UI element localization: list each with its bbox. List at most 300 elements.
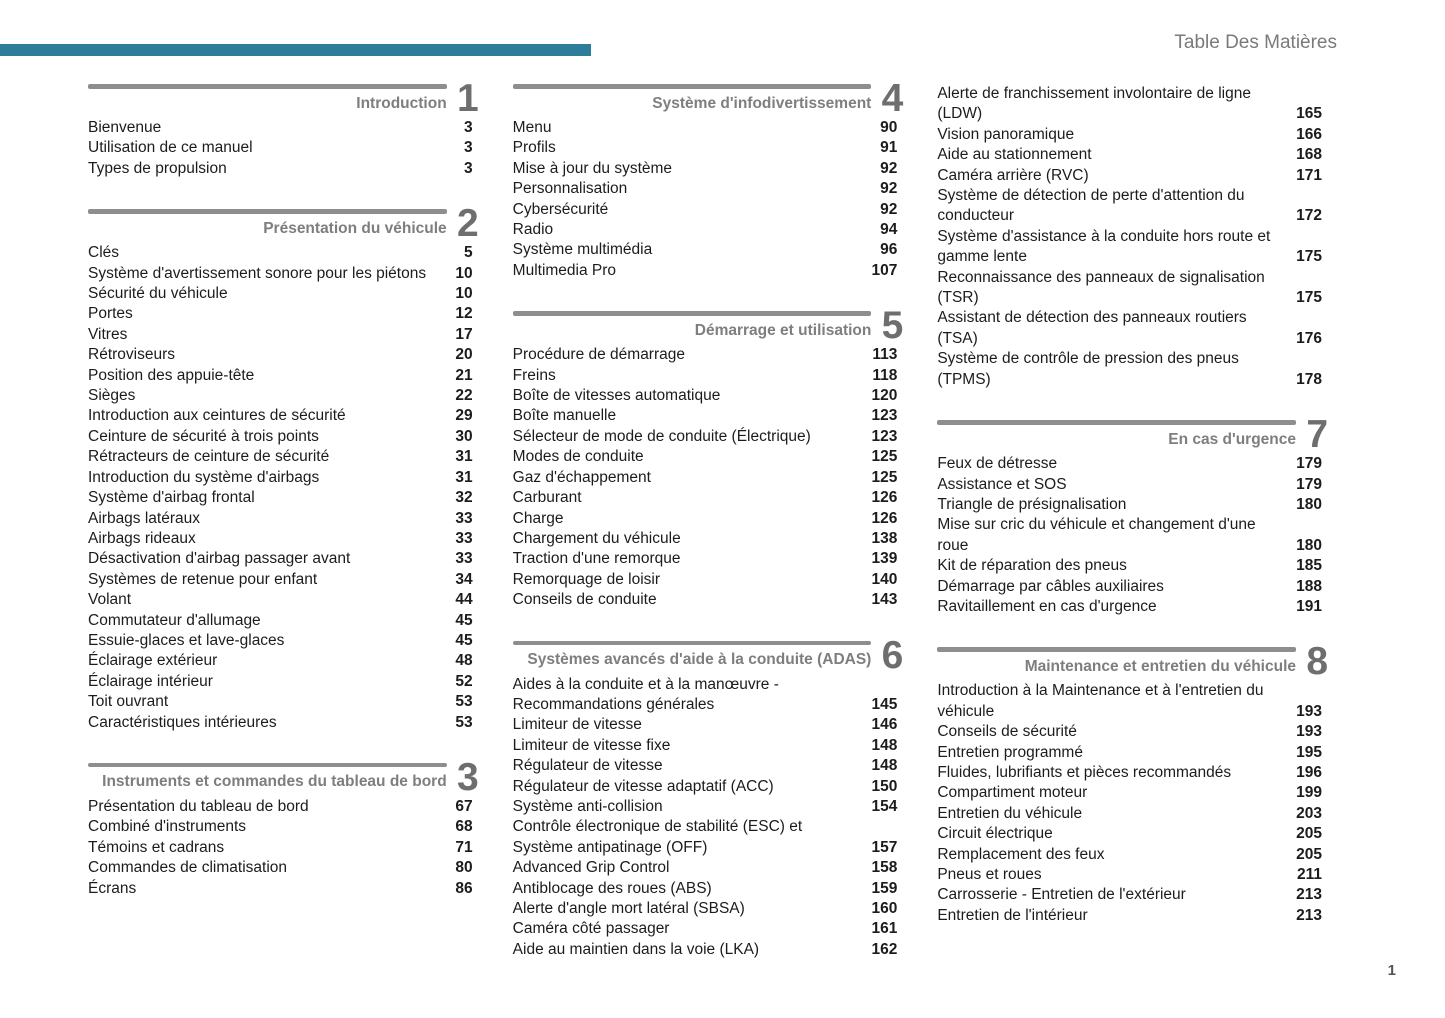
toc-item-label: Commandes de climatisation xyxy=(88,859,288,877)
toc-section xyxy=(512,304,904,610)
toc-item xyxy=(937,763,1322,783)
toc-item-label: Caméra côté passager xyxy=(512,920,670,938)
toc-item-page: 176 xyxy=(1296,329,1323,347)
toc-item-label: Témoins et cadrans xyxy=(88,838,225,856)
toc-section-continuation xyxy=(937,84,1328,390)
toc-item-label: Limiteur de vitesse fixe xyxy=(512,736,671,754)
section-number: 7 xyxy=(1306,413,1329,457)
toc-item xyxy=(513,406,898,426)
toc-item-label: Rétroviseurs xyxy=(88,346,175,364)
toc-item-page: 31 xyxy=(455,468,473,486)
toc-item xyxy=(513,715,898,735)
toc-item-label: Entretien de l'intérieur xyxy=(937,906,1088,924)
toc-item xyxy=(513,940,898,960)
toc-item-page: 45 xyxy=(455,631,473,649)
toc-item xyxy=(88,651,473,671)
toc-item-label: Système d'airbag frontal xyxy=(88,489,255,507)
toc-item xyxy=(513,797,898,817)
toc-item-label: Sélecteur de mode de conduite (Électrique) xyxy=(512,427,811,445)
section-header-left xyxy=(88,209,447,238)
toc-item-label: Modes de conduite xyxy=(512,448,644,466)
toc-item xyxy=(88,797,473,817)
toc-item-label: Rétracteurs de ceinture de sécurité xyxy=(88,448,330,466)
toc-item xyxy=(88,468,473,488)
section-title: Maintenance et entretien du véhicule xyxy=(1024,657,1297,675)
toc-item xyxy=(88,509,473,529)
toc-item xyxy=(513,427,898,447)
toc-item-page: 213 xyxy=(1296,886,1323,904)
toc-item xyxy=(937,824,1322,844)
toc-item-page: 160 xyxy=(871,900,898,917)
toc-item xyxy=(937,845,1322,865)
toc-item xyxy=(513,386,898,406)
toc-item xyxy=(937,577,1322,597)
toc-item xyxy=(937,227,1322,268)
toc-item xyxy=(513,529,898,549)
toc-item xyxy=(88,838,473,858)
toc-item-page: 17 xyxy=(455,325,473,343)
toc-item-page: 139 xyxy=(871,550,898,568)
toc-item xyxy=(513,240,898,260)
toc-item xyxy=(513,858,898,878)
toc-item xyxy=(513,777,898,797)
toc-column xyxy=(512,77,904,960)
toc-item xyxy=(88,631,473,651)
toc-item-label: Bienvenue xyxy=(88,119,162,136)
toc-item-label: Toit ouvrant xyxy=(88,693,169,711)
section-header xyxy=(513,77,904,120)
toc-item-label: Régulateur de vitesse adaptatif (ACC) xyxy=(512,777,774,795)
toc-item-page: 154 xyxy=(871,797,898,815)
toc-item-page: 175 xyxy=(1296,248,1323,266)
toc-item-page: 205 xyxy=(1296,825,1323,843)
section-header xyxy=(513,633,904,677)
toc-section xyxy=(512,77,904,281)
section-title: Système d'infodivertissement xyxy=(652,94,872,112)
toc-item-label: Caméra arrière (RVC) xyxy=(937,166,1089,184)
toc-item-label: Boîte manuelle xyxy=(512,407,617,425)
toc-item xyxy=(937,556,1322,576)
toc-item-page: 31 xyxy=(455,448,473,466)
toc-item-page: 10 xyxy=(455,264,473,282)
toc-item-label: Advanced Grip Control xyxy=(512,859,670,877)
toc-item-label: Types de propulsion xyxy=(88,159,227,177)
toc-item-page: 165 xyxy=(1296,105,1323,123)
toc-item-page: 21 xyxy=(455,366,473,384)
toc-item-label: Airbags latéraux xyxy=(88,509,201,527)
toc-item-label: Sécurité du véhicule xyxy=(88,285,228,303)
toc-item xyxy=(88,345,473,365)
toc-item-label: Traction d'une remorque xyxy=(512,550,681,568)
section-number: 4 xyxy=(881,77,904,120)
toc-item-page: 3 xyxy=(464,159,473,177)
section-title: En cas d'urgence xyxy=(1168,430,1297,448)
toc-item-page: 71 xyxy=(455,838,473,856)
toc-item-label: Menu xyxy=(512,119,552,136)
toc-item xyxy=(88,817,473,837)
section-number: 8 xyxy=(1306,640,1329,684)
section-number: 5 xyxy=(881,304,904,348)
toc-item xyxy=(937,308,1322,349)
toc-item-page: 80 xyxy=(455,859,473,877)
toc-list xyxy=(513,345,904,610)
section-title: Instruments et commandes du tableau de bord xyxy=(102,773,447,791)
toc-item-label: Éclairage extérieur xyxy=(88,652,218,670)
toc-item-label: Clés xyxy=(88,244,120,262)
toc-section xyxy=(512,633,904,961)
toc-item xyxy=(937,515,1322,556)
toc-section xyxy=(88,202,479,733)
toc-item xyxy=(937,804,1322,824)
toc-item xyxy=(88,672,473,692)
toc-item xyxy=(88,406,473,426)
toc-item xyxy=(88,488,473,508)
toc-item xyxy=(513,488,898,508)
toc-item xyxy=(513,899,898,919)
toc-item xyxy=(937,495,1322,515)
toc-item-label: Ceinture de sécurité à trois points xyxy=(88,427,319,445)
toc-item-page: 157 xyxy=(871,838,898,856)
toc-item-label: Antiblocage des roues (ABS) xyxy=(512,879,712,897)
toc-item xyxy=(513,179,898,199)
toc-item-page: 48 xyxy=(455,652,473,670)
toc-item xyxy=(513,118,898,138)
toc-item xyxy=(88,713,473,733)
toc-item xyxy=(88,879,473,899)
toc-item-page: 92 xyxy=(880,159,898,177)
section-header xyxy=(513,304,904,348)
toc-item-label: Chargement du véhicule xyxy=(512,529,681,547)
toc-item-page: 188 xyxy=(1296,577,1323,595)
toc-item-page: 172 xyxy=(1296,207,1323,225)
toc-item-label: Démarrage par câbles auxiliaires xyxy=(937,577,1164,595)
toc-item xyxy=(513,549,898,569)
toc-item xyxy=(88,529,473,549)
toc-item-label: Entretien programmé xyxy=(937,743,1083,761)
toc-item-label: Remplacement des feux xyxy=(937,845,1105,863)
section-header-left xyxy=(513,641,872,670)
toc-item-page: 3 xyxy=(464,119,473,136)
toc-item xyxy=(513,468,898,488)
toc-item-label: Système anti-collision xyxy=(512,797,663,815)
toc-item-page: 195 xyxy=(1296,743,1323,761)
toc-item xyxy=(513,366,898,386)
toc-item xyxy=(513,159,898,179)
toc-item xyxy=(513,736,898,756)
toc-item-label: Conseils de sécurité xyxy=(937,723,1077,741)
toc-item-page: 159 xyxy=(871,879,898,897)
toc-item-page: 146 xyxy=(871,716,898,734)
toc-item xyxy=(513,590,898,610)
toc-item-page: 29 xyxy=(455,407,473,425)
toc-item-page: 123 xyxy=(871,427,898,445)
toc-item-page: 179 xyxy=(1296,455,1323,473)
toc-list xyxy=(88,243,479,733)
toc-item-page: 32 xyxy=(455,489,473,507)
toc-item-label: Mise sur cric du véhicule et changement d'une roue xyxy=(937,516,1256,554)
toc-item xyxy=(937,84,1322,125)
footer-page-number: 1 xyxy=(1387,962,1396,979)
toc-list xyxy=(88,118,479,179)
toc-item-label: Triangle de présignalisation xyxy=(937,495,1127,513)
toc-item xyxy=(513,509,898,529)
accent-bar xyxy=(0,44,591,56)
toc-item-page: 150 xyxy=(871,777,898,795)
toc-item xyxy=(937,166,1322,186)
toc-item-label: Vision panoramique xyxy=(937,125,1075,143)
toc-item-label: Personnalisation xyxy=(512,180,628,198)
toc-item xyxy=(88,325,473,345)
toc-item-label: Gaz d'échappement xyxy=(512,468,651,486)
toc-item xyxy=(937,906,1322,926)
toc-item-page: 178 xyxy=(1296,370,1323,388)
toc-item-label: Système de contrôle de pression des pneus (TPMS) xyxy=(937,350,1239,388)
section-header xyxy=(88,77,479,120)
section-title: Présentation du véhicule xyxy=(263,219,447,237)
toc-item xyxy=(513,919,898,939)
toc-item xyxy=(513,345,898,365)
toc-item-label: Pneus et roues xyxy=(937,866,1042,883)
toc-item xyxy=(88,427,473,447)
toc-section xyxy=(937,640,1329,926)
section-header-left xyxy=(88,763,447,792)
toc-item-label: Introduction à la Maintenance et à l'entretien du véhicule xyxy=(937,682,1264,720)
toc-column xyxy=(937,84,1328,960)
toc-item-label: Aide au stationnement xyxy=(937,146,1092,164)
toc-item-label: Essuie-glaces et lave-glaces xyxy=(88,631,285,649)
toc-item-page: 138 xyxy=(871,529,898,547)
toc-item-label: Système d'assistance à la conduite hors route et gamme lente xyxy=(937,227,1271,266)
toc-item-label: Présentation du tableau de bord xyxy=(88,797,309,815)
toc-item xyxy=(513,570,898,590)
toc-item-page: 193 xyxy=(1296,702,1323,720)
toc-item-label: Position des appuie-tête xyxy=(88,366,255,384)
toc-item-label: Alerte d'angle mort latéral (SBSA) xyxy=(512,900,745,917)
toc-item-label: Charge xyxy=(512,509,564,527)
toc-item-page: 33 xyxy=(455,550,473,568)
toc-section xyxy=(937,413,1329,617)
toc-list xyxy=(88,797,479,899)
toc-item xyxy=(88,447,473,467)
section-header-left xyxy=(513,84,872,113)
toc-item xyxy=(937,125,1322,145)
toc-item-label: Entretien du véhicule xyxy=(937,804,1083,822)
section-header-left xyxy=(937,647,1296,676)
toc-item xyxy=(513,261,898,281)
toc-item-label: Multimedia Pro xyxy=(512,261,617,279)
toc-item-label: Assistance et SOS xyxy=(937,475,1067,493)
toc-item-page: 180 xyxy=(1296,536,1323,554)
toc-item-label: Assistant de détection des panneaux routiers (TSA) xyxy=(937,309,1247,347)
toc-item-label: Carburant xyxy=(512,489,582,507)
toc-item-label: Aides à la conduite et à la manœuvre - Recommandations générales xyxy=(512,675,779,713)
toc-item-page: 86 xyxy=(455,879,473,897)
toc-item-label: Profils xyxy=(512,139,556,157)
toc-item-page: 211 xyxy=(1297,866,1323,883)
toc-item-label: Alerte de franchissement involontaire de ligne (LDW) xyxy=(937,85,1251,123)
toc-item-page: 45 xyxy=(455,611,473,629)
toc-item xyxy=(88,590,473,610)
toc-item-label: Écrans xyxy=(88,879,137,897)
toc-item-page: 53 xyxy=(455,693,473,711)
toc-item-page: 33 xyxy=(455,509,473,527)
section-title: Introduction xyxy=(356,94,447,112)
toc-item xyxy=(937,268,1322,309)
toc-item-page: 30 xyxy=(455,427,473,445)
toc-item-label: Mise à jour du système xyxy=(512,159,673,177)
toc-item-page: 20 xyxy=(455,346,473,364)
toc-item-page: 34 xyxy=(455,570,473,588)
toc-item xyxy=(937,722,1322,742)
toc-item-page: 94 xyxy=(880,221,898,239)
section-number: 6 xyxy=(881,633,904,677)
toc-item-page: 125 xyxy=(871,468,898,486)
toc-item-page: 162 xyxy=(871,940,898,958)
toc-item-page: 10 xyxy=(455,285,473,303)
toc-item-label: Radio xyxy=(512,221,554,239)
toc-item xyxy=(513,675,898,716)
toc-item-label: Carrosserie - Entretien de l'extérieur xyxy=(937,886,1186,904)
toc-item xyxy=(88,118,473,138)
toc-item-page: 126 xyxy=(871,489,898,507)
toc-item-label: Reconnaissance des panneaux de signalisation (TSR) xyxy=(937,268,1265,307)
toc-item-page: 158 xyxy=(871,859,898,877)
toc-item-label: Éclairage intérieur xyxy=(88,672,213,690)
toc-item-page: 118 xyxy=(872,366,898,384)
toc-section xyxy=(88,755,479,899)
section-title: Démarrage et utilisation xyxy=(694,321,872,339)
section-header xyxy=(88,755,479,799)
document-title: Table Des Matières xyxy=(1174,32,1337,53)
toc-item-page: 196 xyxy=(1296,763,1323,781)
section-header-left xyxy=(513,311,872,340)
toc-item-label: Systèmes de retenue pour enfant xyxy=(88,570,318,588)
toc-item xyxy=(937,783,1322,803)
toc-item-page: 143 xyxy=(871,591,898,609)
toc-item-page: 96 xyxy=(880,241,898,259)
toc-item-page: 125 xyxy=(871,448,898,466)
toc-item-label: Airbags rideaux xyxy=(88,529,196,547)
toc-item xyxy=(88,138,473,158)
toc-item-page: 68 xyxy=(455,818,473,836)
toc-list xyxy=(513,675,904,961)
toc-item-label: Contrôle électronique de stabilité (ESC) et Système antipatinage (OFF) xyxy=(512,818,803,856)
toc-item-page: 123 xyxy=(871,407,898,425)
toc-item xyxy=(88,386,473,406)
toc-item-label: Volant xyxy=(88,591,132,609)
toc-item-label: Compartiment moteur xyxy=(937,784,1088,802)
toc-item-page: 168 xyxy=(1296,146,1323,164)
toc-item-page: 91 xyxy=(880,139,898,157)
toc-item xyxy=(88,284,473,304)
toc-item xyxy=(88,858,473,878)
toc-item-label: Sièges xyxy=(88,387,136,405)
toc-item-page: 148 xyxy=(871,736,898,754)
toc-item-page: 5 xyxy=(464,244,473,262)
toc-item-page: 213 xyxy=(1296,906,1323,924)
toc-item-page: 145 xyxy=(871,695,898,713)
toc-item xyxy=(513,220,898,240)
toc-item xyxy=(937,454,1322,474)
section-title: Systèmes avancés d'aide à la conduite (ADAS) xyxy=(527,651,872,669)
toc-item xyxy=(513,817,898,858)
toc-item-page: 203 xyxy=(1296,804,1323,822)
toc-item-page: 148 xyxy=(871,757,898,775)
section-number: 2 xyxy=(456,202,479,246)
toc-item xyxy=(937,145,1322,165)
toc-item-label: Fluides, lubrifiants et pièces recommandés xyxy=(937,763,1232,781)
section-header xyxy=(937,413,1329,457)
toc-item-page: 193 xyxy=(1296,723,1323,741)
toc-item-page: 205 xyxy=(1296,845,1323,863)
toc-item-page: 90 xyxy=(880,119,898,136)
toc-item xyxy=(88,243,473,263)
toc-item-label: Introduction du système d'airbags xyxy=(88,468,320,486)
toc-item-page: 120 xyxy=(871,387,898,405)
toc-item-page: 126 xyxy=(871,509,898,527)
toc-item-page: 191 xyxy=(1296,597,1323,615)
toc-item-page: 171 xyxy=(1296,166,1323,184)
toc-item xyxy=(88,611,473,631)
toc-item xyxy=(937,865,1322,885)
toc-item xyxy=(88,304,473,324)
toc-item-label: Portes xyxy=(88,305,133,323)
toc-item-label: Combiné d'instruments xyxy=(88,818,247,836)
toc-column xyxy=(88,77,479,960)
toc-item-label: Système d'avertissement sonore pour les piétons xyxy=(88,264,427,282)
toc-item xyxy=(937,597,1322,617)
toc-item-label: Boîte de vitesses automatique xyxy=(512,387,721,405)
toc-item-page: 3 xyxy=(464,139,473,157)
toc-list xyxy=(937,84,1328,390)
toc-item xyxy=(937,885,1322,905)
toc-item-label: Vitres xyxy=(88,325,128,343)
toc-item xyxy=(88,570,473,590)
toc-item-label: Introduction aux ceintures de sécurité xyxy=(88,407,346,425)
section-header-left xyxy=(937,420,1296,449)
toc-item-page: 166 xyxy=(1296,125,1323,143)
section-number: 1 xyxy=(456,77,479,120)
section-header xyxy=(937,640,1329,684)
toc-item-label: Désactivation d'airbag passager avant xyxy=(88,550,351,568)
toc-item xyxy=(513,138,898,158)
toc-item-page: 161 xyxy=(871,920,898,938)
toc-item-page: 44 xyxy=(455,591,473,609)
toc-item-label: Aide au maintien dans la voie (LKA) xyxy=(512,940,760,958)
toc-item-page: 92 xyxy=(880,200,898,218)
toc-item-label: Caractéristiques intérieures xyxy=(88,713,277,731)
toc-item xyxy=(937,349,1322,390)
toc-item-page: 179 xyxy=(1296,475,1323,493)
section-number: 3 xyxy=(456,755,479,799)
toc-item xyxy=(937,743,1322,763)
toc-item-label: Commutateur d'allumage xyxy=(88,611,261,629)
toc-item-label: Système de détection de perte d'attention du conducteur xyxy=(937,187,1245,225)
toc-item xyxy=(88,366,473,386)
section-header-left xyxy=(88,84,447,113)
toc-item-page: 140 xyxy=(871,570,898,588)
toc-item-label: Remorquage de loisir xyxy=(512,570,660,588)
toc-item-page: 53 xyxy=(455,713,473,731)
toc-item-label: Kit de réparation des pneus xyxy=(937,557,1127,575)
toc-list xyxy=(937,454,1328,617)
toc-item xyxy=(513,756,898,776)
toc-item-label: Utilisation de ce manuel xyxy=(88,139,253,157)
toc-section xyxy=(88,77,479,179)
toc-item-page: 107 xyxy=(871,261,898,279)
toc-item-label: Système multimédia xyxy=(512,241,653,259)
toc-item-label: Circuit électrique xyxy=(937,825,1053,843)
